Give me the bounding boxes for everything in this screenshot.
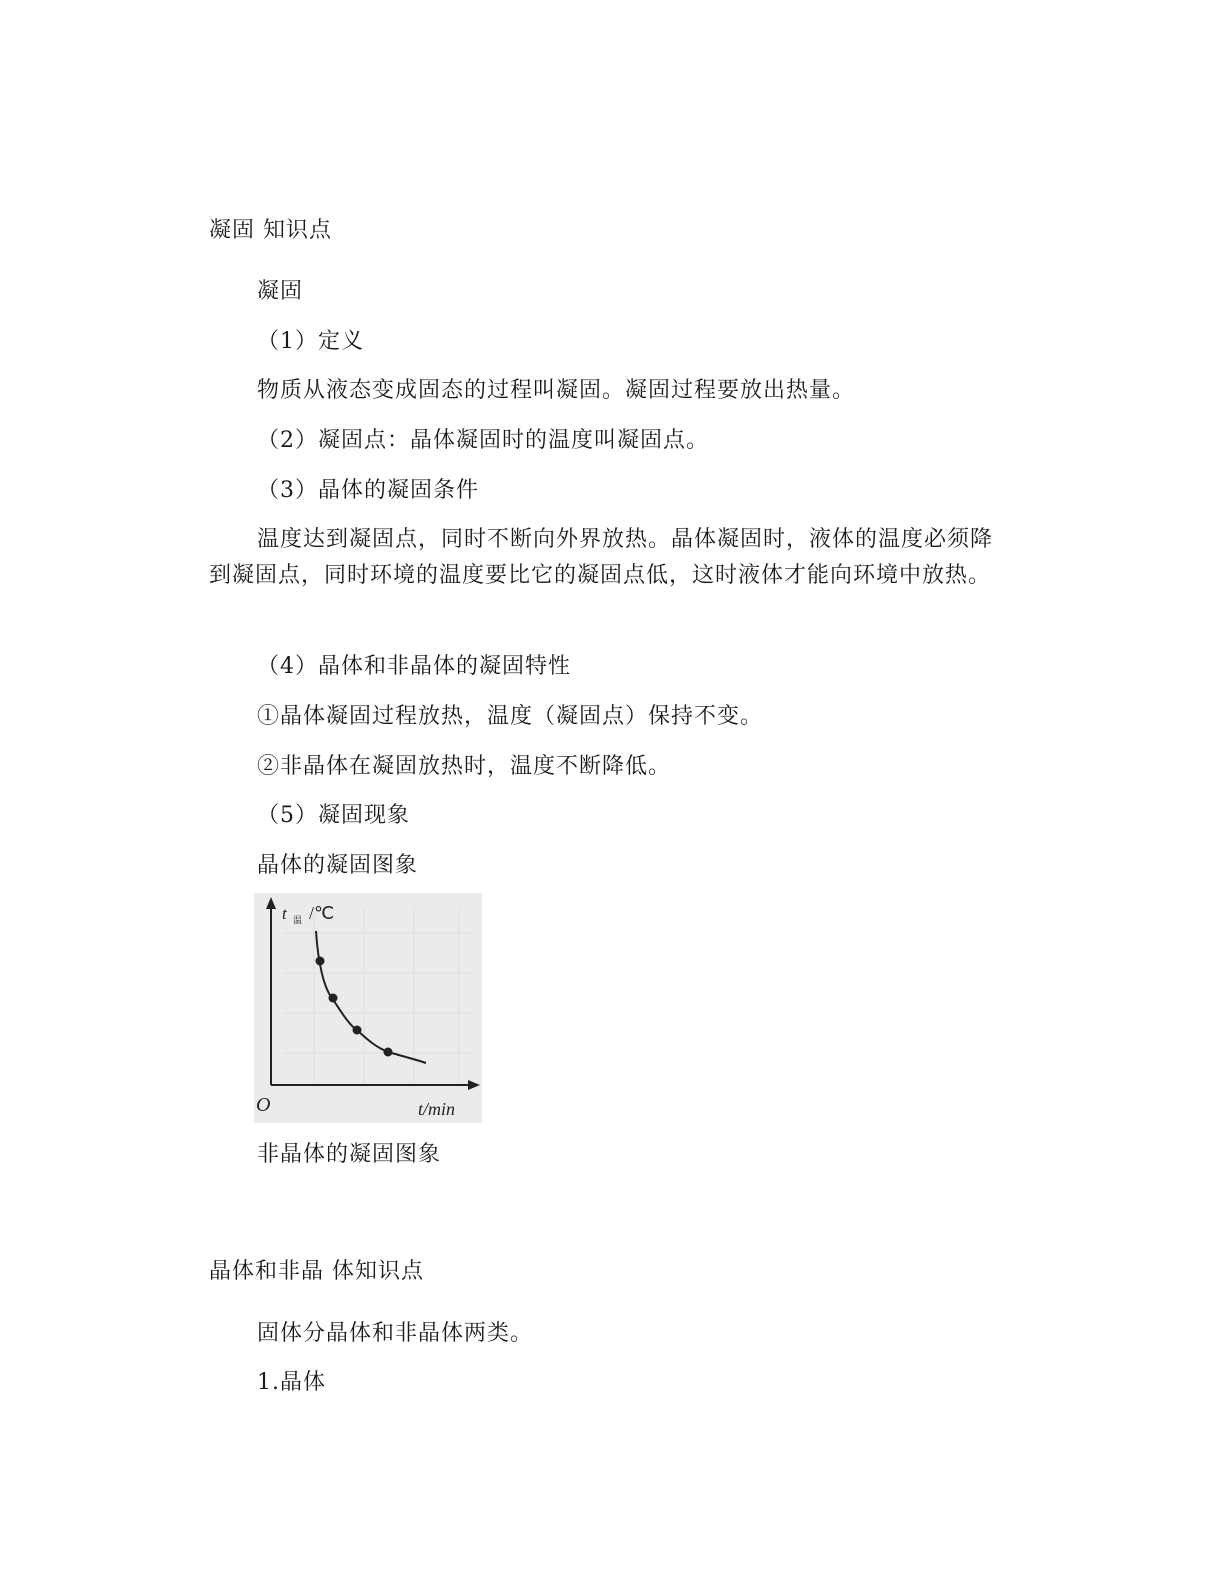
- crystal-graph-caption: 晶体的凝固图象: [257, 853, 419, 878]
- x-axis-arrow: [468, 1080, 480, 1090]
- curve-point: [384, 1048, 393, 1057]
- curve-point: [353, 1026, 362, 1035]
- origin-label: O: [256, 1094, 271, 1116]
- section2-intro: 固体分晶体和非晶体两类。: [257, 1321, 534, 1346]
- section-title: 凝固 知识点: [209, 218, 332, 243]
- section-subtitle: 凝固: [257, 279, 304, 304]
- section2-item-crystal: 1.晶体: [257, 1370, 326, 1395]
- crystal-freezing-graph-figure: [254, 893, 482, 1123]
- characteristic-point-1: ①晶体凝固过程放热，温度（凝固点）保持不变。: [257, 704, 764, 729]
- heading-freezing-characteristics: （4）晶体和非晶体的凝固特性: [257, 654, 571, 679]
- y-axis-label-unit: /℃: [309, 903, 335, 923]
- definition-text: 物质从液态变成固态的过程叫凝固。凝固过程要放出热量。: [257, 378, 856, 403]
- curve-point: [316, 957, 325, 966]
- x-axis-label: t/min: [418, 1099, 456, 1119]
- y-axis-label-t: t: [282, 904, 287, 923]
- curve-point: [329, 994, 338, 1003]
- y-axis-arrow: [266, 897, 276, 909]
- y-axis-label-sub: 温: [293, 916, 303, 926]
- crystal-freezing-graph: [254, 893, 482, 1123]
- heading-crystal-freezing-conditions: （3）晶体的凝固条件: [257, 478, 479, 503]
- section2-title: 晶体和非晶 体知识点: [209, 1259, 424, 1284]
- crystal-freezing-conditions-text: 温度达到凝固点，同时不断向外界放热。晶体凝固时，液体的温度必须降到凝固点，同时环境的温度要比它的凝固点低，这时液体才能向环境中放热。: [209, 527, 994, 588]
- heading-freezing-phenomena: （5）凝固现象: [257, 803, 410, 828]
- characteristic-point-2: ②非晶体在凝固放热时，温度不断降低。: [257, 754, 672, 779]
- heading-definition: （1）定义: [257, 329, 364, 354]
- graph-backdrop: [284, 908, 474, 1083]
- freezing-point-text: （2）凝固点：晶体凝固时的温度叫凝固点。: [257, 428, 709, 453]
- amorphous-graph-caption: 非晶体的凝固图象: [257, 1142, 442, 1167]
